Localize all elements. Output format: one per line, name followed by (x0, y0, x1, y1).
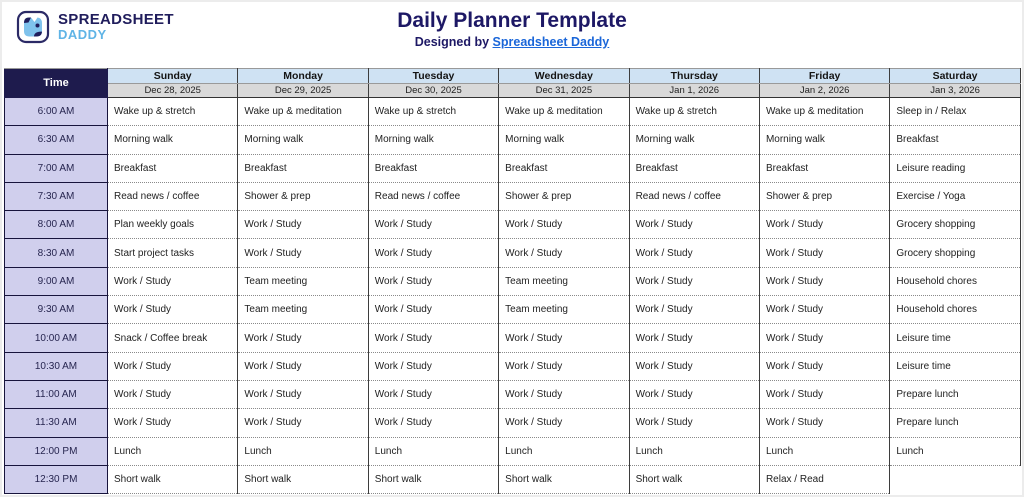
schedule-cell[interactable]: Wake up & meditation (499, 98, 629, 126)
day-header[interactable]: Saturday (890, 69, 1020, 84)
schedule-cell[interactable]: Work / Study (238, 380, 368, 408)
schedule-cell[interactable]: Work / Study (368, 211, 498, 239)
schedule-cell[interactable]: Leisure time (890, 324, 1020, 352)
planner-table (4, 68, 1021, 494)
schedule-cell[interactable]: Lunch (759, 437, 889, 465)
schedule-cell[interactable]: Prepare lunch (890, 409, 1020, 437)
schedule-cell[interactable]: Lunch (890, 437, 1020, 465)
header-row-days (5, 69, 1021, 84)
subtitle (2, 35, 1022, 49)
time-column-header[interactable]: Time (5, 69, 108, 98)
date-header[interactable]: Jan 1, 2026 (629, 84, 759, 98)
schedule-cell[interactable]: Exercise / Yoga (890, 182, 1020, 210)
schedule-cell[interactable]: Wake up & stretch (629, 98, 759, 126)
schedule-cell[interactable]: Work / Study (108, 296, 238, 324)
schedule-cell[interactable]: Work / Study (759, 239, 889, 267)
schedule-cell[interactable]: Breakfast (890, 126, 1020, 154)
planner-table-container (4, 68, 1021, 494)
schedule-cell[interactable]: Work / Study (368, 380, 498, 408)
schedule-cell[interactable]: Team meeting (499, 267, 629, 295)
day-header[interactable]: Monday (238, 69, 368, 84)
schedule-cell[interactable]: Wake up & meditation (238, 98, 368, 126)
time-cell[interactable]: 9:00 AM (5, 267, 108, 295)
schedule-cell[interactable]: Work / Study (759, 296, 889, 324)
time-cell[interactable]: 10:30 AM (5, 352, 108, 380)
schedule-cell[interactable]: Work / Study (629, 267, 759, 295)
schedule-cell[interactable]: Prepare lunch (890, 380, 1020, 408)
table-row (5, 465, 1021, 493)
schedule-cell[interactable]: Work / Study (108, 380, 238, 408)
date-header[interactable]: Dec 28, 2025 (108, 84, 238, 98)
time-cell[interactable]: 6:00 AM (5, 98, 108, 126)
schedule-cell[interactable]: Morning walk (238, 126, 368, 154)
schedule-cell[interactable]: Work / Study (629, 409, 759, 437)
schedule-cell[interactable]: Work / Study (108, 409, 238, 437)
brand-name-bottom: DADDY (58, 27, 107, 43)
schedule-cell[interactable]: Grocery shopping (890, 211, 1020, 239)
schedule-cell[interactable]: Work / Study (759, 352, 889, 380)
schedule-cell[interactable]: Work / Study (108, 267, 238, 295)
table-row (5, 380, 1021, 408)
time-cell[interactable]: 10:00 AM (5, 324, 108, 352)
schedule-cell[interactable]: Short walk (629, 465, 759, 493)
schedule-cell[interactable]: Work / Study (108, 352, 238, 380)
schedule-cell[interactable]: Lunch (368, 437, 498, 465)
day-header[interactable]: Tuesday (368, 69, 498, 84)
time-cell[interactable]: 11:30 AM (5, 409, 108, 437)
schedule-cell[interactable]: Read news / coffee (629, 182, 759, 210)
schedule-cell[interactable]: Lunch (629, 437, 759, 465)
schedule-cell[interactable]: Snack / Coffee break (108, 324, 238, 352)
schedule-cell[interactable]: Team meeting (238, 267, 368, 295)
time-cell[interactable]: 6:30 AM (5, 126, 108, 154)
time-cell[interactable]: 12:00 PM (5, 437, 108, 465)
schedule-cell[interactable]: Work / Study (759, 267, 889, 295)
schedule-cell[interactable]: Morning walk (629, 126, 759, 154)
schedule-cell[interactable]: Breakfast (108, 154, 238, 182)
schedule-cell[interactable]: Plan weekly goals (108, 211, 238, 239)
schedule-cell[interactable]: Work / Study (499, 239, 629, 267)
schedule-cell[interactable]: Lunch (108, 437, 238, 465)
schedule-cell[interactable]: Breakfast (368, 154, 498, 182)
table-row (5, 98, 1021, 126)
schedule-cell[interactable]: Breakfast (499, 154, 629, 182)
day-header[interactable]: Thursday (629, 69, 759, 84)
schedule-cell[interactable]: Work / Study (759, 211, 889, 239)
schedule-cell[interactable]: Work / Study (499, 352, 629, 380)
table-row (5, 239, 1021, 267)
table-row (5, 267, 1021, 295)
schedule-cell[interactable]: Work / Study (238, 324, 368, 352)
schedule-cell[interactable]: Work / Study (368, 409, 498, 437)
schedule-cell[interactable]: Shower & prep (238, 182, 368, 210)
schedule-cell[interactable]: Leisure time (890, 352, 1020, 380)
schedule-cell[interactable]: Team meeting (238, 296, 368, 324)
table-row (5, 437, 1021, 465)
table-row (5, 154, 1021, 182)
schedule-cell[interactable]: Wake up & stretch (108, 98, 238, 126)
schedule-cell[interactable]: Work / Study (629, 380, 759, 408)
schedule-cell[interactable]: Household chores (890, 267, 1020, 295)
schedule-cell[interactable]: Breakfast (238, 154, 368, 182)
schedule-cell[interactable]: Work / Study (368, 352, 498, 380)
time-cell[interactable]: 8:30 AM (5, 239, 108, 267)
day-header[interactable]: Wednesday (499, 69, 629, 84)
title-block (2, 9, 1022, 49)
schedule-cell[interactable]: Short walk (108, 465, 238, 493)
schedule-cell[interactable]: Work / Study (238, 409, 368, 437)
schedule-cell[interactable]: Work / Study (759, 380, 889, 408)
schedule-cell[interactable]: Wake up & meditation (759, 98, 889, 126)
schedule-cell[interactable]: Work / Study (368, 296, 498, 324)
schedule-cell[interactable]: Breakfast (629, 154, 759, 182)
schedule-cell[interactable]: Work / Study (629, 211, 759, 239)
schedule-cell[interactable]: Relax / Read (759, 465, 889, 493)
schedule-cell[interactable]: Lunch (238, 437, 368, 465)
table-row (5, 211, 1021, 239)
time-cell[interactable]: 9:30 AM (5, 296, 108, 324)
time-cell[interactable]: 7:00 AM (5, 154, 108, 182)
schedule-cell[interactable]: Work / Study (499, 324, 629, 352)
day-header[interactable]: Friday (759, 69, 889, 84)
schedule-cell[interactable]: Short walk (368, 465, 498, 493)
schedule-cell[interactable]: Household chores (890, 296, 1020, 324)
time-cell[interactable]: 8:00 AM (5, 211, 108, 239)
brand-name-top: SPREADSHEET (58, 11, 174, 29)
time-cell[interactable]: 7:30 AM (5, 182, 108, 210)
page-title: Daily Planner Template (397, 9, 627, 32)
schedule-cell[interactable]: Wake up & stretch (368, 98, 498, 126)
schedule-cell[interactable]: Work / Study (368, 239, 498, 267)
schedule-cell[interactable]: Morning walk (368, 126, 498, 154)
day-header[interactable]: Sunday (108, 69, 238, 84)
schedule-cell[interactable]: Work / Study (629, 352, 759, 380)
schedule-cell[interactable]: Team meeting (499, 296, 629, 324)
schedule-cell[interactable]: Lunch (499, 437, 629, 465)
schedule-cell[interactable]: Breakfast (759, 154, 889, 182)
spreadsheet-daddy-link[interactable]: Spreadsheet Daddy (492, 35, 610, 49)
schedule-cell[interactable]: Shower & prep (499, 182, 629, 210)
schedule-cell[interactable]: Work / Study (368, 267, 498, 295)
table-row (5, 126, 1021, 154)
schedule-cell[interactable]: Shower & prep (759, 182, 889, 210)
table-row (5, 409, 1021, 437)
table-row (5, 182, 1021, 210)
schedule-cell[interactable]: Work / Study (629, 296, 759, 324)
schedule-cell[interactable]: Work / Study (499, 380, 629, 408)
date-header[interactable]: Dec 30, 2025 (368, 84, 498, 98)
schedule-cell[interactable]: Work / Study (499, 211, 629, 239)
schedule-cell[interactable]: Leisure reading (890, 154, 1020, 182)
schedule-cell[interactable]: Morning walk (759, 126, 889, 154)
date-header[interactable]: Dec 31, 2025 (499, 84, 629, 98)
schedule-cell[interactable]: Work / Study (238, 239, 368, 267)
table-row (5, 352, 1021, 380)
time-cell[interactable]: 12:30 PM (5, 465, 108, 493)
schedule-cell[interactable]: Work / Study (238, 352, 368, 380)
schedule-cell[interactable]: Morning walk (499, 126, 629, 154)
schedule-cell[interactable]: Read news / coffee (368, 182, 498, 210)
date-header[interactable]: Dec 29, 2025 (238, 84, 368, 98)
schedule-cell[interactable]: Start project tasks (108, 239, 238, 267)
schedule-cell[interactable]: Work / Study (759, 324, 889, 352)
schedule-cell[interactable]: Work / Study (759, 409, 889, 437)
planner-body (5, 98, 1021, 494)
schedule-cell[interactable]: Sleep in / Relax (890, 98, 1020, 126)
schedule-cell[interactable]: Morning walk (108, 126, 238, 154)
table-row (5, 324, 1021, 352)
subtitle-prefix: Designed by (414, 35, 493, 49)
schedule-cell[interactable]: Work / Study (238, 211, 368, 239)
date-header[interactable]: Jan 3, 2026 (890, 84, 1020, 98)
schedule-cell[interactable]: Read news / coffee (108, 182, 238, 210)
schedule-cell[interactable]: Work / Study (629, 239, 759, 267)
schedule-cell[interactable]: Short walk (238, 465, 368, 493)
date-header[interactable]: Jan 2, 2026 (759, 84, 889, 98)
header-row-dates (5, 84, 1021, 98)
schedule-cell[interactable]: Grocery shopping (890, 239, 1020, 267)
schedule-cell[interactable]: Work / Study (499, 409, 629, 437)
table-row (5, 296, 1021, 324)
time-cell[interactable]: 11:00 AM (5, 380, 108, 408)
schedule-cell[interactable]: Short walk (499, 465, 629, 493)
schedule-cell[interactable]: Work / Study (368, 324, 498, 352)
schedule-cell[interactable]: Work / Study (629, 324, 759, 352)
